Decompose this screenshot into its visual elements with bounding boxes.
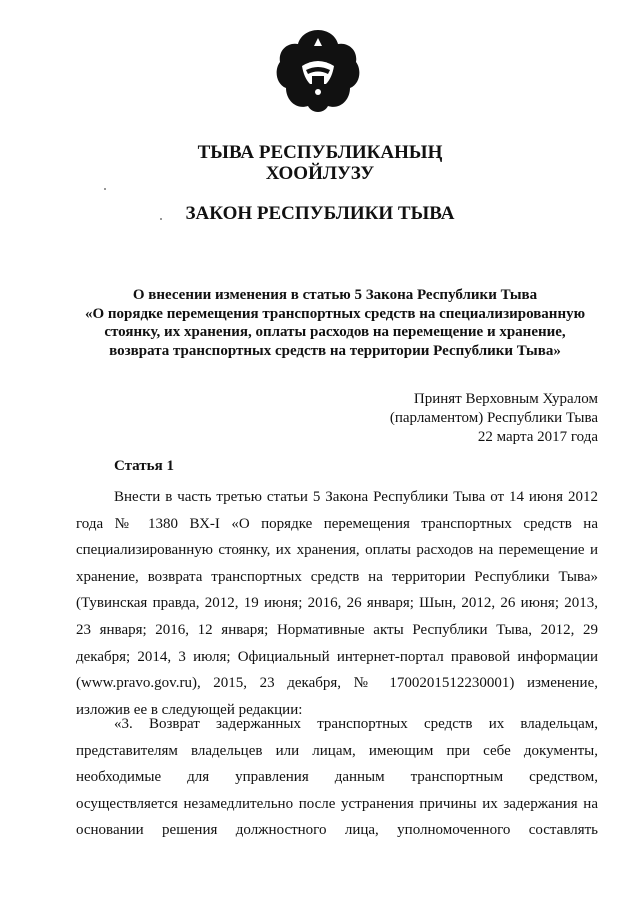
adoption-line: (парламентом) Республики Тыва (389, 410, 598, 426)
paragraph-line: (Тувинская правда, 2012, 19 июня; 2016, 26 января; Шын, 2012, 26 июня; 2013, (76, 595, 598, 612)
header-line-1: ТЫВА РЕСПУБЛИКАНЫҢ (197, 142, 443, 163)
paragraph-line: «3. Возврат задержанных транспортных средств их владельцам, (114, 716, 598, 732)
paragraph-line: основании решения должностного лица, уполномоченного составлять (76, 822, 598, 839)
adoption-block (390, 390, 598, 447)
paragraph-line: изложив ее в следующей редакции: (76, 701, 303, 718)
article-heading: Статья 1 (114, 458, 174, 474)
paragraph-line: (www.pravo.gov.ru), 2015, 23 декабря, № 1700201512230001) изменение, (76, 675, 598, 692)
paragraph-2 (76, 711, 598, 844)
adoption-line: Принят Верховным Хуралом (413, 391, 598, 407)
law-subject (70, 286, 600, 360)
paragraph-line: специализированную стоянку, их хранения, оплаты расходов на перемещение и (76, 542, 598, 559)
paragraph-line: года № 1380 ВХ-I «О порядке перемещения транспортных средств на (76, 515, 598, 532)
subject-line: возврата транспортных средств на территории Республики Тыва» (109, 342, 561, 359)
adoption-date: 22 марта 2017 года (477, 429, 598, 445)
paragraph-line: 23 января; 2016, 12 января; Нормативные акты Республики Тыва, 2012, 29 (76, 621, 598, 638)
tuva-emblem-icon (276, 26, 360, 116)
paragraph-line: представителям владельцев или лицам, имеющим при себе документы, (76, 742, 598, 759)
paragraph-line: декабря; 2014, 3 июля; Официальный интернет-портал правовой информации (76, 648, 598, 665)
law-title: ЗАКОН РЕСПУБЛИКИ ТЫВА (185, 203, 455, 224)
subject-line: стоянку, их хранения, оплаты расходов на перемещение и хранение, (104, 324, 566, 340)
paragraph-line: необходимые для управления данным транспортным средством, (76, 769, 598, 786)
subject-line: «О порядке перемещения транспортных средств на специализированную (84, 305, 586, 322)
paragraph-1 (76, 484, 598, 723)
paragraph-line: осуществляется незамедлительно после устранения причины их задержания на (76, 795, 598, 812)
scan-speck (160, 218, 162, 220)
scan-speck (104, 188, 106, 190)
header-line-2: ХООЙЛУЗУ (265, 163, 375, 184)
paragraph-line: Внести в часть третью статьи 5 Закона Республики Тыва от 14 июня 2012 (114, 489, 598, 505)
paragraph-line: хранение, возврата транспортных средств на территории Республики Тыва» (76, 568, 598, 585)
subject-line: О внесении изменения в статью 5 Закона Республики Тыва (132, 287, 538, 303)
